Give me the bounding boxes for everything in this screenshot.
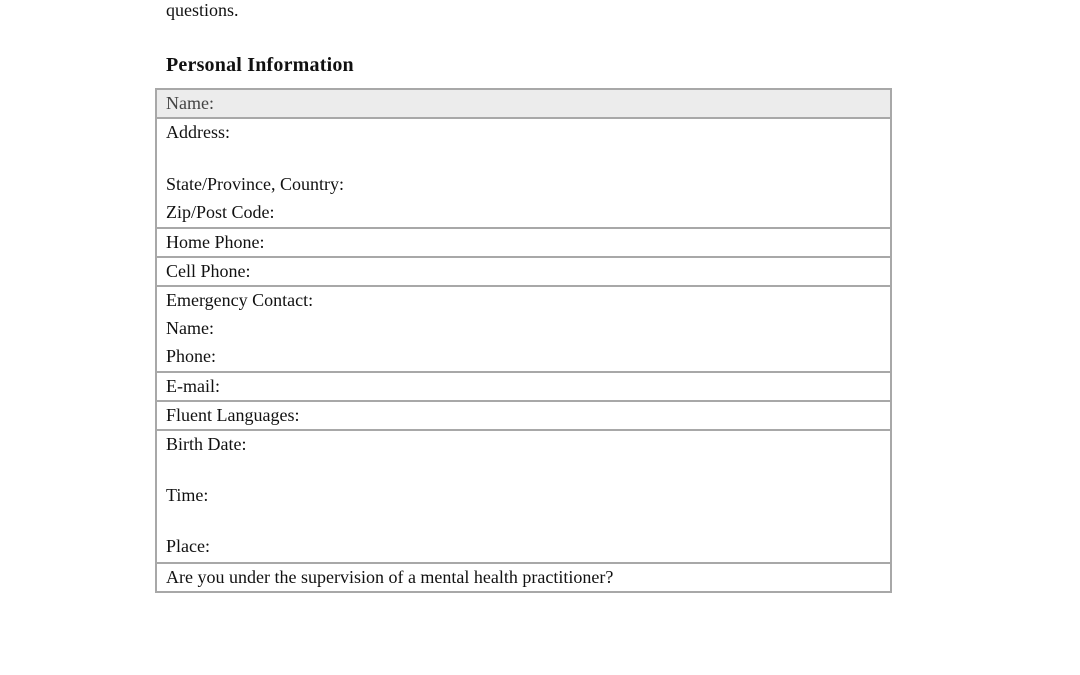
fluent-languages-label: Fluent Languages: [166,405,300,425]
table-row-fluent-languages [156,401,891,430]
home-phone-field-cell[interactable] [156,228,891,257]
state-province-country-label: State/Province, Country: [166,174,344,194]
table-row-home-phone [156,228,891,257]
zip-post-code-label: Zip/Post Code: [166,202,275,222]
table-row-name [156,89,891,118]
birth-time-label: Time: [166,485,209,505]
mental-health-supervision-question: Are you under the supervision of a mental health practitioner? [166,567,614,587]
birth-place-label: Place: [166,536,210,556]
personal-information-table [155,88,892,593]
section-title-personal-information: Personal Information [166,54,354,76]
emergency-contact-label: Emergency Contact: [166,290,314,310]
table-row-birth-details [156,430,891,563]
emergency-contact-phone-label: Phone: [166,346,217,366]
table-row-address [156,118,891,228]
birth-details-field-cell[interactable] [156,430,891,563]
table-row-mental-health-supervision [156,563,891,592]
email-field-cell[interactable] [156,372,891,401]
cell-phone-field-cell[interactable] [156,257,891,286]
table-row-email [156,372,891,401]
name-field-cell[interactable] [156,89,891,118]
birth-date-label: Birth Date: [166,434,247,454]
emergency-contact-field-cell[interactable] [156,286,891,372]
address-label: Address: [166,122,230,142]
fluent-languages-field-cell[interactable] [156,401,891,430]
email-label: E-mail: [166,376,220,396]
cell-phone-label: Cell Phone: [166,261,251,281]
name-label: Name: [166,93,214,113]
table-row-cell-phone [156,257,891,286]
mental-health-supervision-field-cell[interactable] [156,563,891,592]
address-field-cell[interactable] [156,118,891,228]
intro-text-fragment: questions. [166,0,239,20]
table-row-emergency-contact [156,286,891,372]
home-phone-label: Home Phone: [166,232,265,252]
emergency-contact-name-label: Name: [166,318,214,338]
